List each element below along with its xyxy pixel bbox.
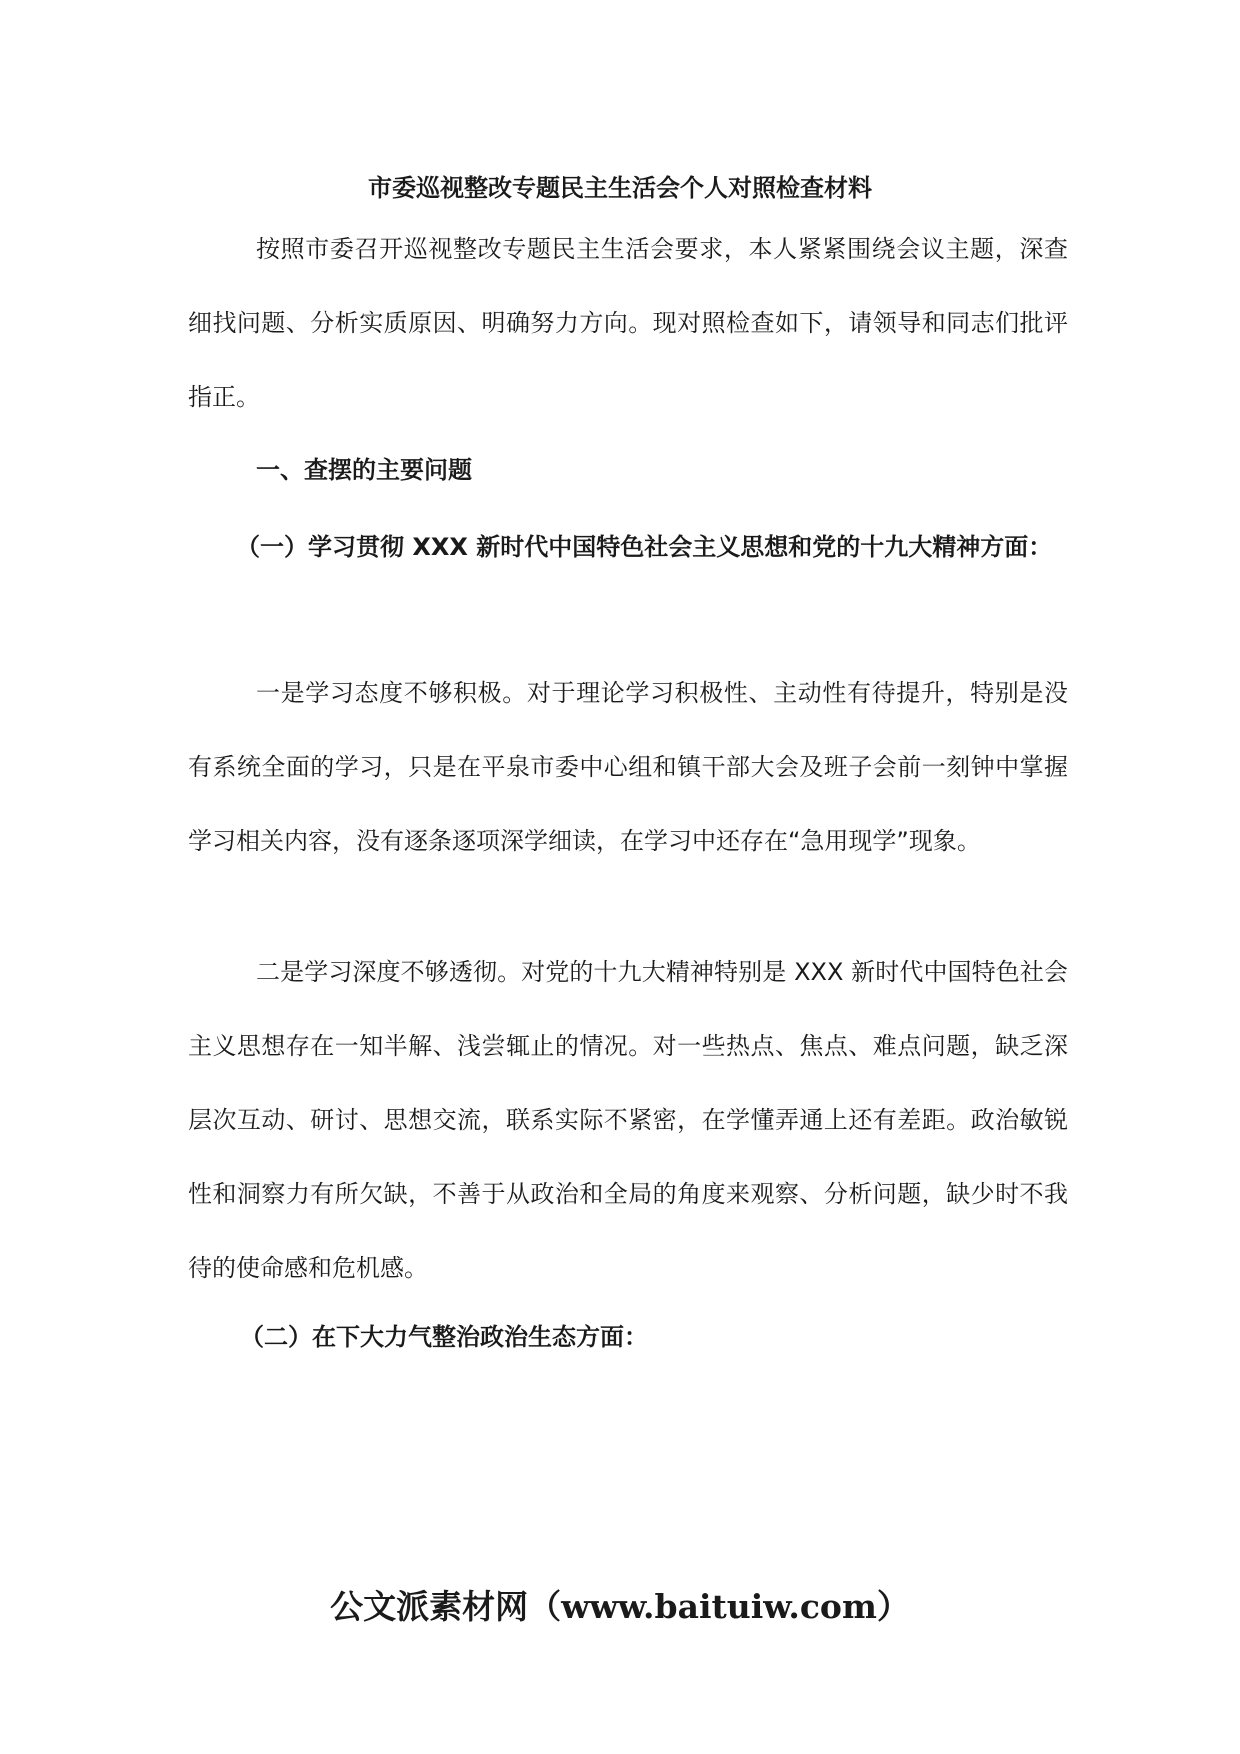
point-two-paragraph: 二是学习深度不够透彻。对党的十九大精神特别是 XXX 新时代中国特色社会主义思想存在一知半解、浅尝辄止的情况。对一些热点、焦点、难点问题，缺乏深层次互动、研讨、思想交流，联系实际不紧密，在学懂弄通上还有差距。政治敏锐性和洞察力有所欠缺，不善于从政治和全局的角度来观察、分析问题，缺少时不我待的使命感和危机感。 (188, 958, 1068, 1282)
subsection-two-heading: （二）在下大力气整治政治生态方面： (240, 1323, 648, 1351)
intro-paragraph: 按照市委召开巡视整改专题民主生活会要求，本人紧紧围绕会议主题，深查细找问题、分析实质原因、明确努力方向。现对照检查如下，请领导和同志们批评指正。 (188, 235, 1068, 411)
section-one-heading: 一、查摆的主要问题 (256, 456, 472, 484)
document-title: 市委巡视整改专题民主生活会个人对照检查材料 (368, 174, 872, 202)
point-one-paragraph: 一是学习态度不够积极。对于理论学习积极性、主动性有待提升，特别是没有系统全面的学习，只是在平泉市委中心组和镇干部大会及班子会前一刻钟中掌握学习相关内容，没有逐条逐项深学细读，在学习中还存在“急用现学”现象。 (188, 679, 1068, 855)
subsection-one-heading: （一）学习贯彻 XXX 新时代中国特色社会主义思想和党的十九大精神方面： (236, 533, 1053, 561)
footer-watermark: 公文派素材网（www.baituiw.com） (330, 1587, 910, 1626)
